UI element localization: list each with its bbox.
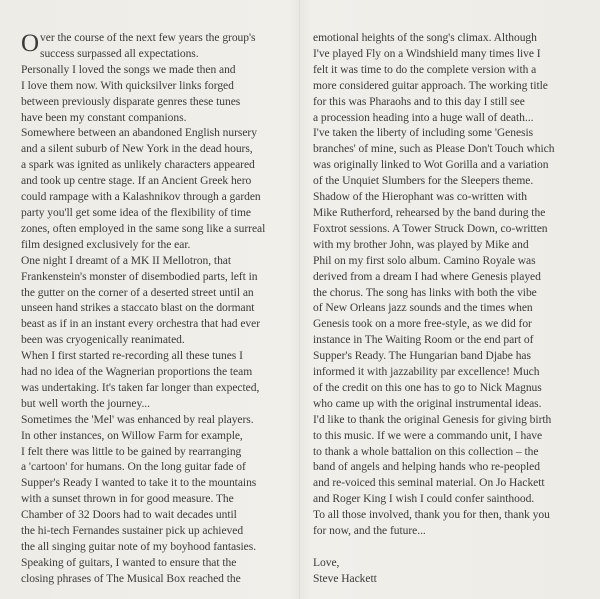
text-line: Speaking of guitars, I wanted to ensure that the <box>21 556 237 569</box>
text-line: branches' of mine, such as Please Don't Touch which <box>313 143 555 156</box>
closing-salutation: Love, <box>313 556 340 569</box>
paragraph-gap <box>313 540 593 556</box>
drop-cap: O <box>21 30 40 57</box>
text-line: Shadow of the Hierophant was co-written with <box>313 191 527 204</box>
text-line: for now, and the future... <box>313 525 426 538</box>
text-line: more considered guitar approach. The working title <box>313 79 548 92</box>
text-line: Genesis took on a more free-style, as we did for <box>313 318 532 331</box>
text-line: I've taken the liberty of including some 'Genesis <box>313 127 534 140</box>
text-line: Sometimes the 'Mel' was enhanced by real players. <box>21 413 254 426</box>
text-line: Mike Rutherford, rehearsed by the band during the <box>313 206 546 219</box>
text-line: success surpassed all expectations. <box>40 47 199 60</box>
text-line: Personally I loved the songs we made then and <box>21 63 236 76</box>
text-line: to this music. If we were a commando unit, I have <box>313 429 543 442</box>
text-line: but well worth the journey... <box>21 397 150 410</box>
text-line: zones, often employed in the same song like a surreal <box>21 222 266 235</box>
text-line: between previously disparate genres these tunes <box>21 95 241 108</box>
text-line: of New Orleans jazz sounds and the times when <box>313 302 533 315</box>
text-line: I love them now. With quicksilver links forged <box>21 79 234 92</box>
text-line: could rampage with a Kalashnikov through a garden <box>21 191 261 204</box>
text-line: of the credit on this one has to go to Nick Magnus <box>313 381 542 394</box>
text-line: derived from a dream I had where Genesis played <box>313 270 541 283</box>
text-line: Phil on my first solo album. Camino Royale was <box>313 254 536 267</box>
text-line: a spark was ignited as unlikely characters appeared <box>21 159 255 172</box>
right-column-lines <box>313 31 593 540</box>
text-line: Supper's Ready. The Hungarian band Djabe has <box>313 350 531 363</box>
right-text-column <box>313 31 593 588</box>
text-line: band of angels and helping hands who re-peopled <box>313 461 540 474</box>
author-signature: Steve Hackett <box>313 572 377 585</box>
text-line: the gutter on the corner of a deserted street until an <box>21 286 254 299</box>
text-line: party you'll get some idea of the flexibility of time <box>21 206 251 219</box>
text-line: emotional heights of the song's climax. Although <box>313 32 537 44</box>
text-line: When I first started re-recording all these tunes I <box>21 350 243 363</box>
text-line: Frankenstein's monster of disembodied parts, left in <box>21 270 258 283</box>
text-line: the chorus. The song has links with both the vibe <box>313 286 537 299</box>
text-line: been was cryogenically reanimated. <box>21 334 185 347</box>
text-line: closing phrases of The Musical Box reached the <box>21 572 241 585</box>
text-line: informed it with jazzability par excellence! Much <box>313 366 540 379</box>
text-line: Foxtrot sessions. A Tower Struck Down, co-written <box>313 222 548 235</box>
text-line: a procession heading into a huge wall of death... <box>313 111 534 124</box>
text-line: and re-voiced this seminal material. On Jo Hackett <box>313 477 545 490</box>
text-line: Supper's Ready I wanted to take it to the mountains <box>21 477 257 490</box>
text-line: have been my constant companions. <box>21 111 187 124</box>
left-text-column <box>21 31 297 588</box>
text-line: I'd like to thank the original Genesis for giving birth <box>313 413 552 426</box>
text-line: One night I dreamt of a MK II Mellotron, that <box>21 254 232 267</box>
text-line: I've played Fly on a Windshield many times live I <box>313 47 541 60</box>
text-line: and a silent suburb of New York in the dead hours, <box>21 143 253 156</box>
opening-line-text: ver the course of the next few years the group's <box>40 32 256 44</box>
text-line: I felt there was little to be gained by rearranging <box>21 445 242 458</box>
text-line: to thank a whole battalion on this collection – the <box>313 445 539 458</box>
text-line: felt it was time to do the complete version with a <box>313 63 537 76</box>
text-line: and took up centre stage. If an Ancient Greek hero <box>21 175 252 188</box>
text-line: Chamber of 32 Doors had to wait decades until <box>21 509 237 522</box>
text-line: was originally linked to Wot Gorilla and a variation <box>313 159 549 172</box>
text-line: instance in The Waiting Room or the end part of <box>313 334 534 347</box>
text-line: In other instances, on Willow Farm for example, <box>21 429 243 442</box>
text-line: Somewhere between an abandoned English nursery <box>21 127 257 140</box>
text-line: was undertaking. It's taken far longer than expected, <box>21 381 260 394</box>
text-line: of the Unquiet Slumbers for the Sleepers theme. <box>313 175 534 188</box>
text-line: film designed exclusively for the ear. <box>21 238 191 251</box>
text-line: the all singing guitar note of my boyhood fantasies. <box>21 541 257 553</box>
left-column-lines <box>21 47 297 588</box>
text-line: the hi-tech Fernandes sustainer pick up achieved <box>21 525 244 538</box>
text-line: who came up with the original instrumental ideas. <box>313 397 542 410</box>
text-line: beast as if in an instant every orchestra that had ever <box>21 318 260 331</box>
text-line: unseen hand strikes a staccato blast on the dormant <box>21 302 255 315</box>
page-fold-line <box>299 0 300 599</box>
text-line: To all those involved, thank you for then, thank you <box>313 509 550 522</box>
text-line: with my brother John, was played by Mike and <box>313 238 529 251</box>
text-line: had no idea of the Wagnerian proportions the team <box>21 366 253 379</box>
text-line: and Roger King I wish I could confer sainthood. <box>313 493 535 506</box>
text-line: with a sunset thrown in for good measure. The <box>21 493 234 506</box>
text-line: for this was Pharaohs and to this day I still see <box>313 95 525 108</box>
text-line: a 'cartoon' for humans. On the long guitar fade of <box>21 461 246 474</box>
